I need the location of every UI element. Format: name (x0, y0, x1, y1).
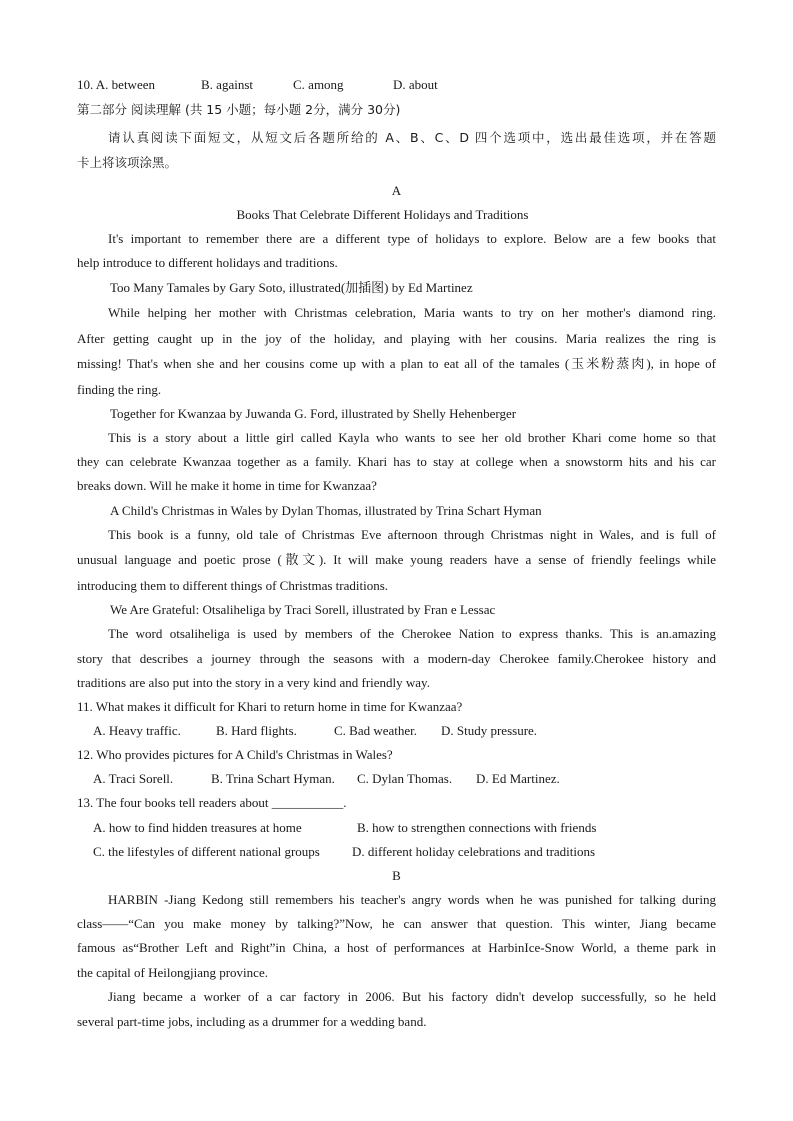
passage-b-p2-line-1: Jiang became a worker of a car factory in 2006. But his factory didn't develop successfully, so he held (108, 989, 716, 1004)
q10-option-d: D. about (393, 77, 438, 92)
instructions-line-1: 请认真阅读下面短文，从短文后各题所给的 A、B、C、D 四个选项中，选出最佳选项，并在答题 (108, 130, 716, 145)
passage-a-intro-line-2: help introduce to different holidays and traditions. (77, 255, 338, 270)
instructions-line-2: 卡上将该项涂黑。 (77, 155, 178, 170)
book-3-line-2: unusual language and poetic prose (散文). It will make young readers have a sense of friendly feelings while (77, 552, 716, 567)
q11-option-b: B. Hard flights. (216, 723, 297, 738)
passage-a-title: Books That Celebrate Different Holidays and Traditions (236, 207, 529, 222)
book-4-title: We Are Grateful: Otsaliheliga by Traci Sorell, illustrated by Fran e Lessac (110, 602, 496, 617)
q12-option-d: D. Ed Martinez. (476, 771, 560, 786)
q13-option-a: A. how to find hidden treasures at home (93, 820, 302, 835)
q13-stem: 13. The four books tell readers about ___________. (77, 795, 347, 810)
book-1-line-3: missing! That's when she and her cousins come up with a plan to eat all of the tamales (玉米粉蒸肉), in hope of (77, 356, 716, 371)
book-2-line-3: breaks down. Will he make it home in time for Kwanzaa? (77, 478, 377, 493)
q10-option-b: B. against (201, 77, 253, 92)
q12-option-a: A. Traci Sorell. (93, 771, 174, 786)
book-1-title: Too Many Tamales by Gary Soto, illustrated(加插图) by Ed Martinez (110, 280, 473, 295)
q13-option-b: B. how to strengthen connections with friends (357, 820, 597, 835)
q12-option-c: C. Dylan Thomas. (357, 771, 453, 786)
book-3-line-1: This book is a funny, old tale of Christmas Eve afternoon through Christmas night in Wales, and is full of (108, 527, 716, 542)
passage-b-p2-line-2: several part-time jobs, including as a drummer for a wedding band. (77, 1014, 427, 1029)
book-1-line-4: finding the ring. (77, 382, 162, 397)
passage-b-p1-line-3: famous as“Brother Left and Right”in China, a host of performances at HarbinIce-Snow World, a theme park in (77, 940, 716, 955)
q10-option-c: C. among (293, 77, 344, 92)
book-4-line-1: The word otsaliheliga is used by members of the Cherokee Nation to express thanks. This is an.amazing (108, 626, 716, 641)
q11-option-a: A. Heavy traffic. (93, 723, 181, 738)
passage-a-label: A (391, 183, 402, 198)
book-2-line-1: This is a story about a little girl called Kayla who wants to see her old brother Khari come home so that (108, 430, 716, 445)
passage-b-p1-line-4: the capital of Heilongjiang province. (77, 965, 268, 980)
q12-stem: 12. Who provides pictures for A Child's Christmas in Wales? (77, 747, 393, 762)
passage-b-label: B (392, 868, 401, 883)
q10-option-a: 10. A. between (77, 77, 155, 92)
passage-b-p1-line-1: HARBIN -Jiang Kedong still remembers his teacher's angry words when he was punished for talking during (108, 892, 716, 907)
q11-option-c: C. Bad weather. (334, 723, 418, 738)
q13-option-c: C. the lifestyles of different national groups (93, 844, 320, 859)
q11-option-d: D. Study pressure. (441, 723, 538, 738)
book-2-line-2: they can celebrate Kwanzaa together as a family. Khari has to stay at college when a snowstorm hits and his car (77, 454, 716, 469)
passage-b-p1-line-2: class——“Can you make money by talking?”Now, he can answer that question. This winter, Jiang became (77, 916, 716, 931)
q11-stem: 11. What makes it difficult for Khari to return home in time for Kwanzaa? (77, 699, 463, 714)
book-1-line-2: After getting caught up in the joy of the holiday, and playing with her cousins. Maria realizes the ring is (77, 331, 716, 346)
book-1-line-1: While helping her mother with Christmas celebration, Maria wants to try on her mother's diamond ring. (108, 305, 716, 320)
q12-option-b: B. Trina Schart Hyman. (211, 771, 335, 786)
section-header: 第二部分 阅读理解 (共 15 小题；每小题 2分，满分 30分) (77, 102, 401, 117)
book-3-title: A Child's Christmas in Wales by Dylan Thomas, illustrated by Trina Schart Hyman (110, 503, 542, 518)
q13-option-d: D. different holiday celebrations and traditions (352, 844, 596, 859)
book-3-line-3: introducing them to different things of Christmas traditions. (77, 578, 388, 593)
book-4-line-2: story that describes a journey through the seasons with a modern-day Cherokee family.Cherokee history and (77, 651, 716, 666)
book-2-title: Together for Kwanzaa by Juwanda G. Ford, illustrated by Shelly Hehenberger (110, 406, 517, 421)
book-4-line-3: traditions are also put into the story in a very kind and friendly way. (77, 675, 430, 690)
passage-a-intro-line-1: It's important to remember there are a different type of holidays to explore. Below are a few books that (108, 231, 716, 246)
